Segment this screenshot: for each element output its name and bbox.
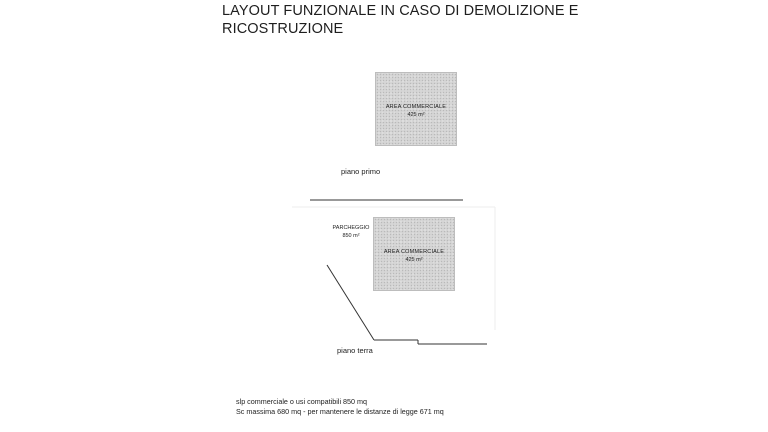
parking-label: PARCHEGGIO: [332, 225, 370, 231]
upper-area-label: AREA COMMERCIALE: [385, 104, 447, 110]
title-line-1: LAYOUT FUNZIONALE IN CASO DI DEMOLIZIONE E: [222, 3, 579, 19]
title-line-2: RICOSTRUZIONE: [222, 21, 344, 37]
diagonal-boundary-line: [327, 265, 374, 340]
parking-value: 850 m²: [342, 233, 360, 239]
summary-line-1: slp commerciale o usi compatibili 850 mq: [236, 397, 368, 406]
upper-area-value: 425 m²: [407, 112, 425, 118]
ground-commercial-area: [373, 217, 455, 291]
summary-line-2: Sc massima 680 mq - per mantenere le distanze di legge 671 mq: [236, 407, 444, 416]
ground-area-label: AREA COMMERCIALE: [383, 249, 445, 255]
ground-area-value: 425 m²: [405, 257, 423, 263]
ground-floor-label: piano terra: [337, 346, 373, 355]
parking-area: [326, 224, 376, 240]
upper-floor-label: piano primo: [341, 167, 381, 176]
